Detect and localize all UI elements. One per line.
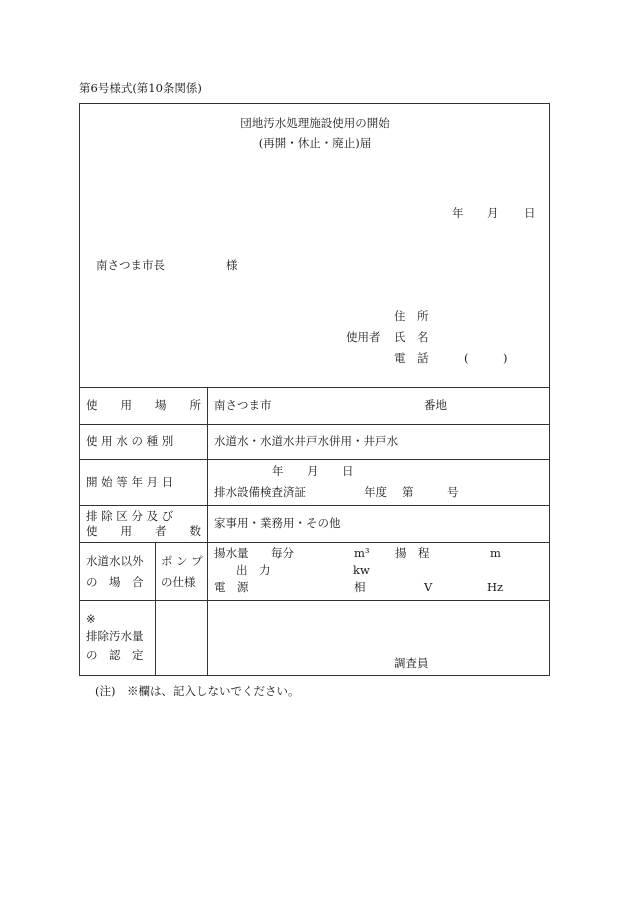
pump-power-label: 電 源	[214, 580, 249, 594]
inspection-cert-year: 年度	[364, 485, 387, 499]
applicant-name-label: 氏 名	[394, 330, 429, 344]
pump-volt-unit: V	[424, 580, 433, 594]
row-label-water-type: 使 用 水 の 種 別	[86, 434, 174, 448]
pump-hz-unit: Hz	[487, 580, 504, 594]
row-label-pump-a2: の 場 合	[86, 575, 144, 589]
discharge-value: 家事用・業務用・その他	[214, 516, 341, 530]
row-label-start-date: 開 始 等 年 月 日	[86, 475, 174, 489]
date-month: 月	[487, 206, 499, 220]
assessment-mark: ※	[86, 612, 96, 626]
addressee-name: 南さつま市長	[96, 258, 165, 272]
applicant-role-label: 使用者	[346, 330, 381, 344]
row-label-pump-b2: の仕様	[161, 575, 196, 589]
location-suffix: 番地	[424, 398, 447, 412]
inspection-cert-no: 第	[402, 485, 414, 499]
inspection-cert-label: 排水設備検査済証	[214, 485, 306, 499]
form-frame	[79, 103, 550, 676]
date-year: 年	[452, 206, 464, 220]
column-divider-main	[207, 387, 208, 676]
applicant-address-label: 住 所	[394, 309, 429, 323]
divider-row-discharge	[79, 542, 550, 543]
pump-output-label: 出 力	[236, 563, 271, 577]
pump-head-label: 揚 程	[395, 546, 430, 560]
inspector-label: 調査員	[394, 656, 429, 670]
start-month: 月	[307, 464, 319, 478]
form-subtitle: (再開・休止・廃止)届	[258, 136, 372, 150]
date-day: 日	[524, 206, 536, 220]
row-label-discharge-1: 排 除 区 分 及 び	[86, 509, 174, 523]
row-label-location: 使 用 場 所	[86, 398, 201, 412]
pump-m-unit: m	[490, 546, 501, 560]
row-label-pump-b1: ポ ン プ	[161, 554, 203, 568]
divider-header	[79, 387, 550, 388]
form-number-label: 第6号様式(第10条関係)	[79, 81, 202, 95]
addressee-honorific: 様	[226, 258, 238, 272]
row-label-pump-a1: 水道水以外	[86, 554, 144, 568]
row-label-assessment-2: の 認 定	[86, 648, 144, 662]
start-day: 日	[342, 464, 354, 478]
row-label-assessment-1: 排除汚水量	[86, 629, 144, 643]
pump-m3-unit: m³	[354, 546, 370, 560]
divider-row-start	[79, 505, 550, 506]
pump-flow-label: 揚水量	[214, 546, 249, 560]
divider-row-pump	[79, 600, 550, 601]
applicant-phone-label: 電 話	[394, 351, 429, 365]
applicant-phone-paren: ( )	[464, 351, 508, 365]
footnote: (注) ※欄は、記入しないでください。	[95, 684, 300, 698]
water-type-value: 水道水・水道水井戸水併用・井戸水	[214, 434, 398, 448]
location-city: 南さつま市	[214, 398, 272, 412]
inspection-cert-suffix: 号	[447, 485, 459, 499]
divider-row-location	[79, 424, 550, 425]
start-year: 年	[272, 464, 284, 478]
pump-phase-unit: 相	[354, 580, 366, 594]
row-label-discharge-2: 使 用 者 数	[86, 524, 201, 538]
pump-kw-unit: kw	[353, 563, 370, 577]
column-divider-sub	[155, 542, 156, 676]
form-title: 団地汚水処理施設使用の開始	[240, 116, 390, 130]
pump-per-minute: 毎分	[271, 546, 294, 560]
divider-row-water	[79, 459, 550, 460]
